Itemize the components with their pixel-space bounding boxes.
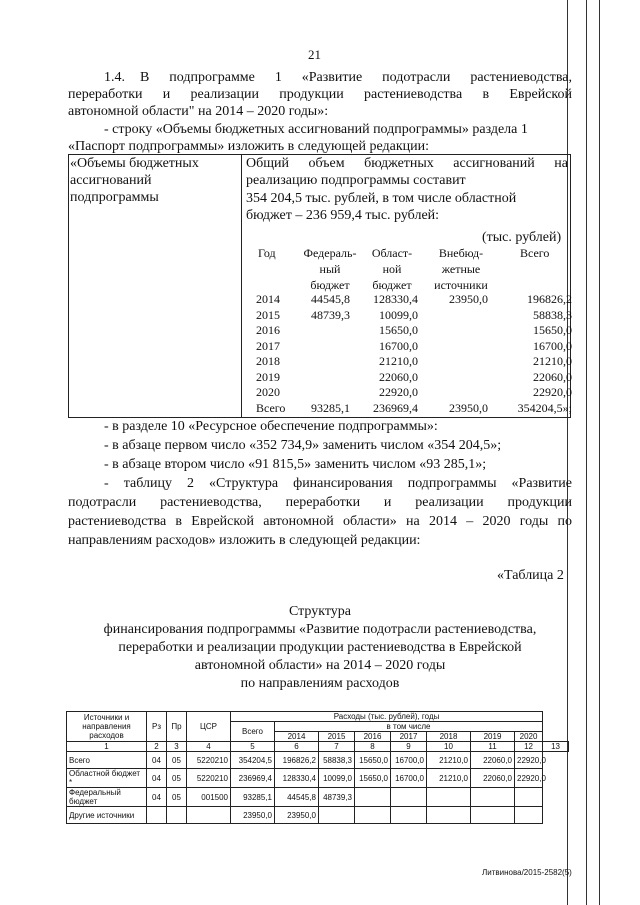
pr-total: 196826,2 (527, 292, 572, 306)
pr-total: 21210,0 (533, 354, 572, 368)
th-csr: ЦСР (187, 712, 231, 742)
ph-total: Всего (520, 246, 550, 260)
pr-federal: 93285,1 (311, 400, 350, 415)
th-expenses: Расходы (тыс. рублей), годы (231, 712, 543, 722)
row-value (471, 788, 515, 807)
pr-federal: 44545,8 (311, 292, 350, 306)
col-number: 6 (275, 742, 319, 752)
row-value: 22060,0 (471, 752, 515, 769)
row-csr: 001500 (187, 788, 231, 807)
row-value: 22920,0 (515, 752, 543, 769)
para1-line1: В подпрограмме 1 «Развитие подотрасли растениеводства, (140, 70, 572, 85)
col-number: 5 (231, 742, 275, 752)
col-number: 4 (187, 742, 231, 752)
bullet-1: - в разделе 10 «Ресурсное обеспечение подпрограммы»: (104, 419, 438, 434)
pr-regional: 22060,0 (379, 369, 418, 384)
margin-line-2 (586, 0, 587, 905)
row-pr: 05 (167, 788, 187, 807)
para2-line1: - строку «Объемы бюджетных ассигнований подпрограммы» раздела 1 (104, 122, 528, 137)
table-label: «Таблица 2 (497, 568, 564, 583)
bullet-3: - в абзаце втором число «91 815,5» заменить числом «93 285,1»; (104, 457, 487, 472)
row-value: 93285,1 (231, 788, 275, 807)
row-csr: 5220210 (187, 769, 231, 788)
th-pr: Пр (167, 712, 187, 742)
col-number: 13 (543, 742, 569, 752)
row-value: 16700,0 (391, 769, 427, 788)
title-line1: Структура (288, 604, 352, 619)
para2-line2: «Паспорт подпрограммы» изложить в следующей редакции: (68, 139, 430, 154)
passport-divider (241, 155, 242, 417)
row-value: 236969,4 (231, 769, 275, 788)
col-number: 2 (147, 742, 167, 752)
table-row (67, 788, 569, 807)
pr-regional: 236969,4 (373, 400, 418, 415)
row-rz: 04 (147, 769, 167, 788)
col-number: 10 (427, 742, 471, 752)
col-number: 1 (67, 742, 147, 752)
passport-left-3: подпрограммы (70, 190, 159, 205)
passport-right-1: Общий объем бюджетных ассигнований на (246, 156, 568, 171)
th-rz: Рз (147, 712, 167, 742)
th-year: 2018 (427, 732, 471, 742)
para1-num: 1.4. (104, 70, 125, 85)
pr-year: 2014 (256, 292, 280, 306)
pr-total: 58838,3 (533, 307, 572, 322)
row-value: 354204,5 (231, 752, 275, 769)
para3-line4: направлениям расходов» изложить в следующей редакции: (68, 533, 421, 548)
ph-regional-3: бюджет (372, 278, 412, 292)
th-year: 2020 (515, 732, 543, 742)
th-sources: Источники и направления расходов (67, 712, 147, 742)
passport-units: (тыс. рублей) (482, 230, 562, 245)
pr-regional: 22920,0 (379, 385, 418, 399)
th-total: Всего (231, 722, 275, 742)
row-value: 15650,0 (355, 769, 391, 788)
passport-left-2: ассигнований (70, 173, 152, 188)
col-number: 8 (355, 742, 391, 752)
pr-year: Всего (256, 400, 286, 415)
row-value (319, 807, 355, 824)
row-rz: 04 (147, 788, 167, 807)
ph-regional-1: Област- (371, 246, 413, 260)
row-name: Другие источники (67, 807, 147, 824)
passport-right-4: бюджет – 236 959,4 тыс. рублей: (246, 208, 440, 223)
pr-regional: 10099,0 (379, 307, 418, 322)
colnums-row (67, 742, 569, 752)
bullet-2: - в абзаце первом число «352 734,9» заменить числом «354 204,5»; (104, 438, 502, 453)
row-name: Всего (67, 752, 147, 769)
table-row (67, 807, 569, 824)
th-year: 2016 (355, 732, 391, 742)
passport-right-3: 354 204,5 тыс. рублей, в том числе областной (246, 191, 517, 206)
row-value: 10099,0 (319, 769, 355, 788)
pr-regional: 128330,4 (373, 292, 418, 306)
col-number: 9 (391, 742, 427, 752)
row-value (391, 788, 427, 807)
title-line3: переработки и реализации продукции растениеводства в Еврейской (118, 640, 522, 655)
row-rz (147, 807, 167, 824)
row-value: 48739,3 (319, 788, 355, 807)
row-value: 21210,0 (427, 769, 471, 788)
row-value: 44545,8 (275, 788, 319, 807)
footer-ref: Литвинова/2015-2582(5) (482, 868, 572, 877)
para3-line3: растениеводства в Еврейской автономной области» на 2014 – 2020 годы по (68, 514, 572, 529)
pr-year: 2020 (256, 385, 280, 399)
th-year: 2017 (391, 732, 427, 742)
ph-federal-1: Федераль- (303, 246, 357, 260)
row-value: 23950,0 (231, 807, 275, 824)
ph-year: Год (258, 246, 276, 260)
row-value: 15650,0 (355, 752, 391, 769)
row-value (515, 807, 543, 824)
row-value: 128330,4 (275, 769, 319, 788)
pr-regional: 21210,0 (379, 354, 418, 368)
pr-total: 354204,5»; (517, 400, 572, 415)
pr-year: 2016 (256, 323, 280, 337)
table-row (67, 769, 569, 788)
ph-federal-3: бюджет (310, 278, 350, 292)
ph-extra-1: Внебюд- (438, 246, 484, 260)
title-line4: автономной области» на 2014 – 2020 годы (194, 658, 446, 673)
th-year: 2015 (319, 732, 355, 742)
row-value: 58838,3 (319, 752, 355, 769)
row-pr: 05 (167, 752, 187, 769)
col-number: 3 (167, 742, 187, 752)
row-value: 196826,2 (275, 752, 319, 769)
ph-extra-2: жетные (441, 262, 481, 276)
row-value (355, 807, 391, 824)
pr-total: 22920,0 (533, 385, 572, 399)
row-name: Областной бюджет * (67, 769, 147, 788)
pr-total: 22060,0 (533, 369, 572, 384)
pr-regional: 15650,0 (379, 323, 418, 337)
para3-line1: - таблицу 2 «Структура финансирования подпрограммы «Развитие (104, 476, 572, 491)
row-value (355, 788, 391, 807)
row-pr (167, 807, 187, 824)
title-line2: финансирования подпрограммы «Развитие подотрасли растениеводства, (103, 622, 537, 637)
passport-left-1: «Объемы бюджетных (70, 156, 199, 171)
passport-right-2: реализацию подпрограммы составит (246, 173, 466, 188)
row-value (427, 788, 471, 807)
th-year: 2014 (275, 732, 319, 742)
title-line5: по направлениям расходов (240, 676, 400, 691)
col-number: 12 (515, 742, 543, 752)
row-value: 23950,0 (275, 807, 319, 824)
row-value (427, 807, 471, 824)
pr-year: 2017 (256, 338, 280, 353)
row-name: Федеральный бюджет (67, 788, 147, 807)
row-csr: 5220210 (187, 752, 231, 769)
para1-line3: автономной области" на 2014 – 2020 годы»: (68, 104, 329, 119)
para1-line2: переработки и реализации продукции растениеводства в Еврейской (68, 87, 572, 102)
row-value: 21210,0 (427, 752, 471, 769)
row-value (471, 807, 515, 824)
row-value: 16700,0 (391, 752, 427, 769)
pr-extra: 23950,0 (449, 400, 488, 415)
row-pr: 05 (167, 769, 187, 788)
row-value (515, 788, 543, 807)
financing-table (66, 711, 569, 824)
pr-total: 16700,0 (533, 338, 572, 353)
ph-regional-2: ной (382, 262, 402, 276)
para3-line2: подотрасли растениеводства, переработки и реализации продукции (68, 495, 572, 510)
th-year: 2019 (471, 732, 515, 742)
row-rz: 04 (147, 752, 167, 769)
ph-extra-3: источники (434, 278, 488, 292)
row-value: 22060,0 (471, 769, 515, 788)
row-value: 22920,0 (515, 769, 543, 788)
pr-extra: 23950,0 (449, 292, 488, 306)
pr-year: 2018 (256, 354, 280, 368)
row-value (391, 807, 427, 824)
col-number: 7 (319, 742, 355, 752)
pr-federal: 48739,3 (311, 307, 350, 322)
col-number: 11 (471, 742, 515, 752)
pr-year: 2019 (256, 369, 280, 384)
th-incl: в том числе (275, 722, 543, 732)
pr-year: 2015 (256, 307, 280, 322)
row-csr (187, 807, 231, 824)
page-number: 21 (308, 47, 321, 62)
table-row (67, 752, 569, 769)
margin-line-3 (599, 0, 600, 905)
pr-total: 15650,0 (533, 323, 572, 337)
pr-regional: 16700,0 (379, 338, 418, 353)
ph-federal-2: ный (319, 262, 341, 276)
